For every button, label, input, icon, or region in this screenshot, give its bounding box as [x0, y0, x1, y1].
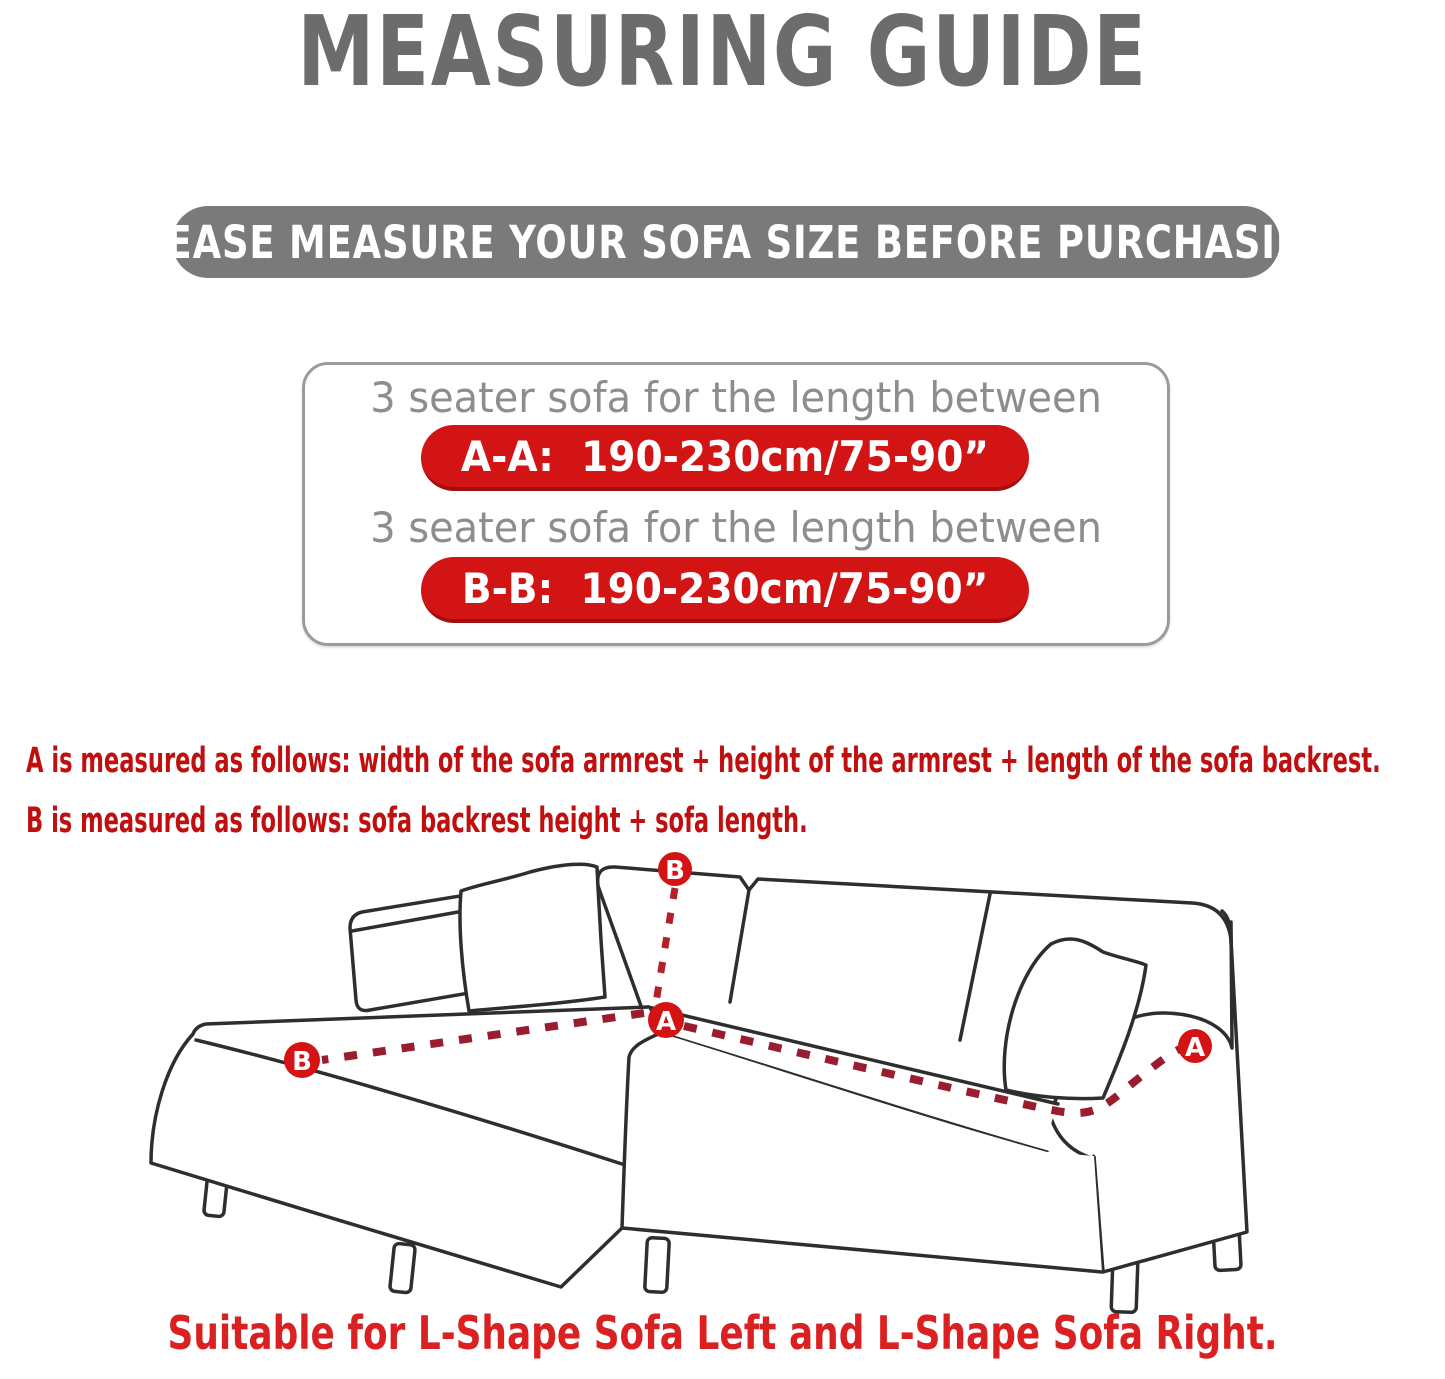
sofa-diagram [0, 825, 1445, 1325]
svg-text:A: A [1184, 1033, 1206, 1063]
sofa-right-section [598, 867, 1247, 1272]
svg-text:A: A [655, 1007, 677, 1037]
size-info-box [302, 362, 1170, 646]
page-title: MEASURING GUIDE [297, 0, 1148, 108]
svg-text:B: B [665, 856, 685, 886]
note-measure-b: B is measured as follows: sofa backrest height + sofa length. [26, 801, 809, 841]
note-measure-a: A is measured as follows: width of the sofa armrest + height of the armrest + length of the sofa backrest. [26, 741, 1382, 781]
footer-suitability-text: Suitable for L-Shape Sofa Left and L-Shape Sofa Right. [167, 1306, 1278, 1360]
size-pill-aa: A-A: 190-230cm/75-90” [421, 425, 1029, 491]
measure-warning-banner [113, 206, 1339, 278]
banner-text: PLEASE MEASURE YOUR SOFA SIZE BEFORE PURCHASING [113, 215, 1339, 269]
size-pill-bb: B-B: 190-230cm/75-90” [421, 557, 1029, 623]
size-row-label: 3 seater sofa for the length between [370, 503, 1102, 552]
sofa-chaise-section [151, 864, 660, 1287]
size-row-label: 3 seater sofa for the length between [370, 373, 1102, 422]
svg-text:B: B [292, 1047, 312, 1077]
